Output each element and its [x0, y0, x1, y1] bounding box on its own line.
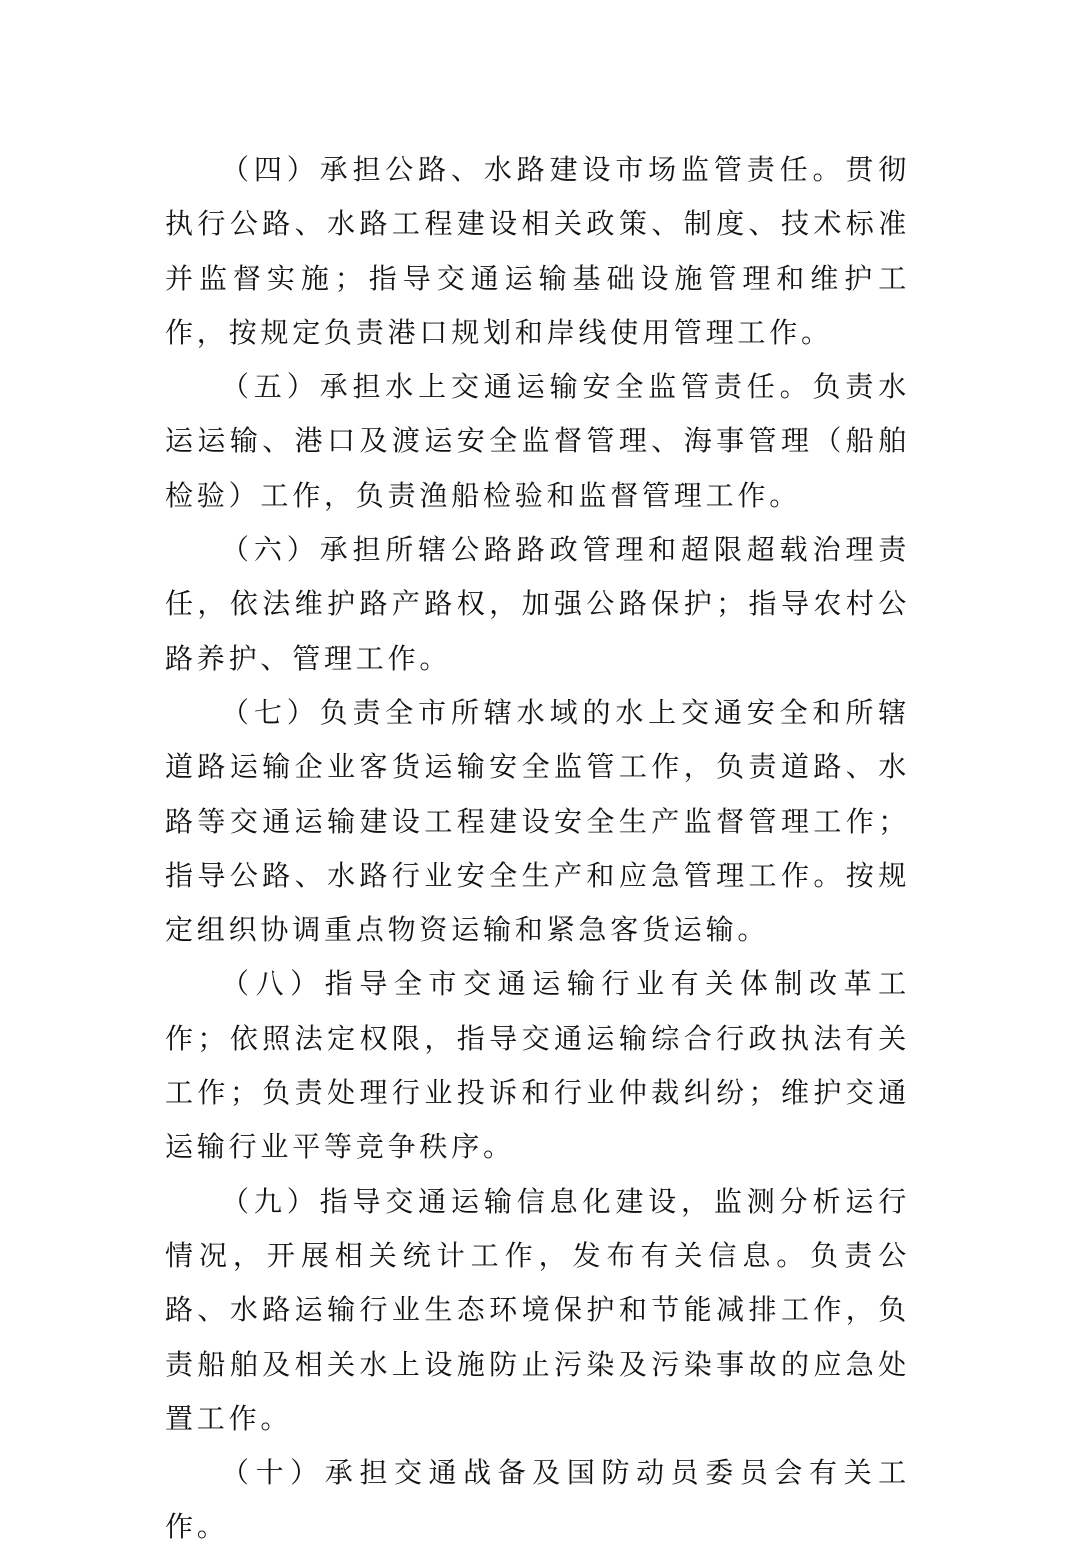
- paragraph-10-war-preparedness: （十）承担交通战备及国防动员委员会有关工作。: [165, 1456, 910, 1544]
- paragraph-6-road-administration: （六）承担所辖公路路政管理和超限超载治理责任，依法维护路产路权，加强公路保护；指导农村公路养护、管理工作。: [165, 533, 910, 675]
- paragraph-9-informatization: （九）指导交通运输信息化建设，监测分析运行情况，开展相关统计工作，发布有关信息。负责公路、水路运输行业生态环境保护和节能减排工作，负责船舶及相关水上设施防止污染及污染事故的应急处置工作。: [165, 1184, 910, 1435]
- paragraph-8-system-reform: （八）指导全市交通运输行业有关体制改革工作；依照法定权限，指导交通运输综合行政执法有关工作；负责处理行业投诉和行业仲裁纠纷；维护交通运输行业平等竞争秩序。: [165, 967, 910, 1164]
- paragraph-4-road-water-construction: （四）承担公路、水路建设市场监管责任。贯彻执行公路、水路工程建设相关政策、制度、技术标准并监督实施；指导交通运输基础设施管理和维护工作，按规定负责港口规划和岸线使用管理工作。: [165, 153, 910, 349]
- paragraph-5-water-transport-safety: （五）承担水上交通运输安全监管责任。负责水运运输、港口及渡运安全监督管理、海事管理（船舶检验）工作，负责渔船检验和监督管理工作。: [165, 370, 910, 512]
- paragraph-7-transport-safety-supervision: （七）负责全市所辖水域的水上交通安全和所辖道路运输企业客货运输安全监管工作，负责道路、水路等交通运输建设工程建设安全生产监督管理工作；指导公路、水路行业安全生产和应急管理工作。按规定组织协调重点物资运输和紧急客货运输。: [165, 695, 910, 947]
- document-body: [165, 143, 910, 1555]
